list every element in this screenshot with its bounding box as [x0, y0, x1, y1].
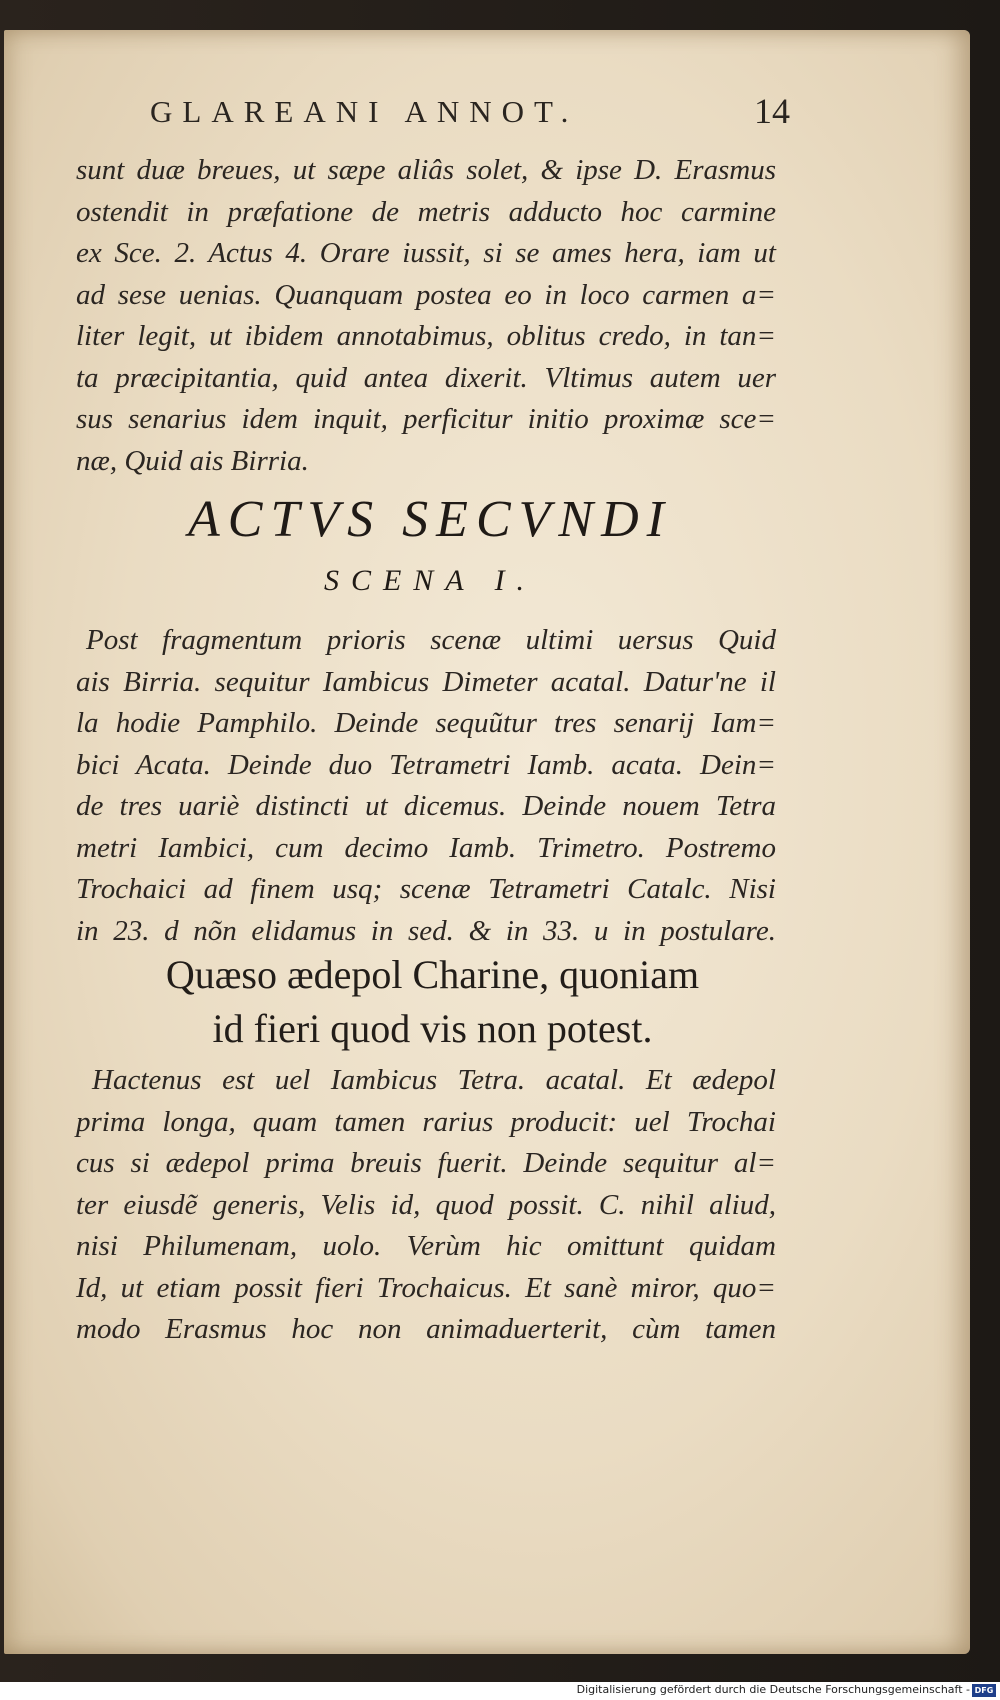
text-line: liter legit, ut ibidem annotabimus, oblitus credo, in tan=	[76, 320, 776, 352]
text-line: cus si ædepol prima breuis fuerit. Deinde sequitur al=	[76, 1147, 776, 1179]
verse-quotation	[100, 948, 765, 1056]
act-heading: ACTVS SECVNDI	[188, 491, 672, 548]
dfg-logo: DFG	[972, 1684, 996, 1697]
text-line: ostendit in præfatione de metris adducto hoc carmine	[76, 195, 776, 228]
funding-credit: Digitalisierung gefördert durch die Deutsche Forschungsgemeinschaft -	[576, 1683, 970, 1696]
text-line: ad sese uenias. Quanquam postea eo in loco carmen a=	[76, 278, 776, 311]
text-line: modo Erasmus hoc non animaduerterit, cùm tamen	[76, 1313, 776, 1345]
paragraph-annotation-3	[76, 1060, 776, 1351]
running-head	[150, 80, 790, 140]
text-line: nisi Philumenam, uolo. Verùm hic omittunt quidam	[76, 1230, 776, 1262]
text-line: prima longa, quam tamen rarius producit: uel Trochai	[76, 1105, 776, 1138]
paragraph-annotation-2	[76, 620, 776, 952]
verse-line: id fieri quod vis non potest.	[212, 1006, 653, 1051]
page-number: 14	[754, 91, 790, 131]
text-line: Id, ut etiam possit fieri Trochaicus. Et sanè miror, quo=	[76, 1271, 776, 1304]
text-line: de tres uariè distincti ut dicemus. Deinde nouem Tetra	[76, 790, 776, 822]
text-line: Post fragmentum prioris scenæ ultimi uersus Quid	[86, 624, 776, 656]
text-line: ta præcipitantia, quid antea dixerit. Vltimus autem uer	[76, 361, 776, 394]
text-line: bici Acata. Deinde duo Tetrametri Iamb. acata. Dein=	[76, 748, 776, 781]
text-line: in 23. d nõn elidamus in sed. & in 33. u in postulare.	[76, 914, 776, 947]
scene-heading: SCENA I.	[323, 564, 537, 597]
text-line: Trochaici ad finem usq; scenæ Tetrametri Catalc. Nisi	[76, 873, 776, 905]
text-line: Hactenus est uel Iambicus Tetra. acatal. Et ædepol	[92, 1064, 776, 1096]
text-line: metri Iambici, cum decimo Iamb. Trimetro. Postremo	[76, 831, 776, 864]
text-line: sunt duæ breues, ut sæpe aliâs solet, & ipse D. Erasmus	[76, 154, 776, 186]
verse-line: Quæso ædepol Charine, quoniam	[165, 952, 700, 997]
paragraph-annotation-1	[76, 150, 776, 482]
text-line: ter eiusdẽ generis, Velis id, quod possit. C. nihil aliud,	[76, 1188, 776, 1221]
text-line: ex Sce. 2. Actus 4. Orare iussit, si se ames hera, iam ut	[76, 237, 776, 269]
text-line: ais Birria. sequitur Iambicus Dimeter acatal. Datur'ne il	[76, 665, 776, 698]
text-line: la hodie Pamphilo. Deinde sequũtur tres senarij Iam=	[76, 707, 776, 739]
running-title: GLAREANI ANNOT.	[150, 94, 579, 129]
text-line: næ, Quid ais Birria.	[76, 444, 309, 477]
text-line: sus senarius idem inquit, perficitur initio proximæ sce=	[76, 403, 776, 435]
